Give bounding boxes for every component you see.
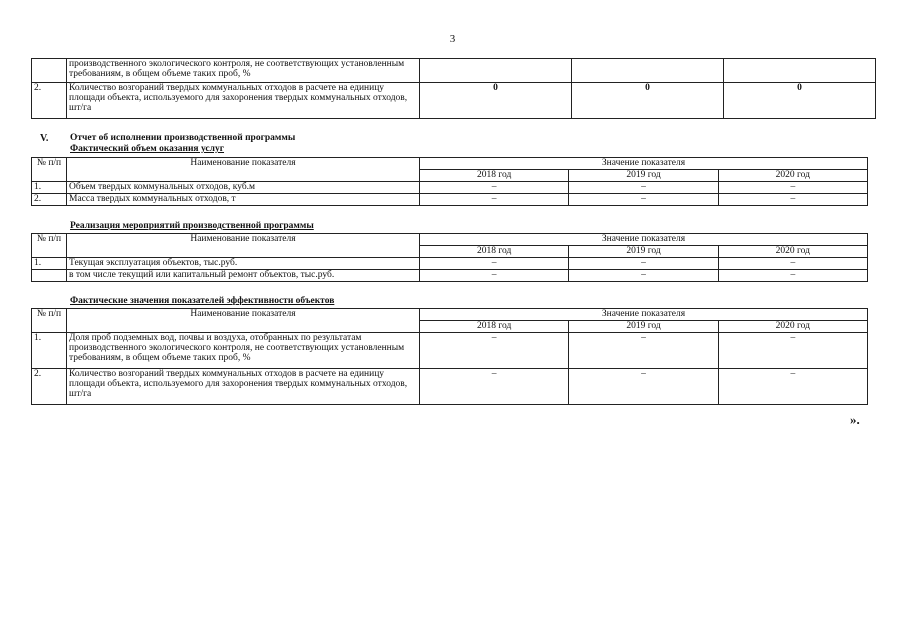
- value-2019: –: [569, 270, 718, 282]
- value-2020: –: [718, 369, 867, 405]
- header-year: 2019 год: [569, 170, 718, 182]
- indicator-name: Количество возгораний твердых коммунальных отходов в расчете на единицу площади объекта, используемого для захоронения твердых коммунальных отходов, шт/га: [67, 369, 420, 405]
- value-2020: –: [718, 194, 867, 206]
- row-number: [32, 59, 67, 83]
- value-2018: –: [420, 194, 569, 206]
- row-number: [32, 270, 67, 282]
- header-num: № п/п: [32, 309, 67, 333]
- value-2019: [572, 59, 724, 83]
- header-year: 2018 год: [420, 170, 569, 182]
- value-2019: 0: [572, 83, 724, 119]
- table-row: [32, 182, 868, 194]
- table-header-row: [32, 309, 868, 321]
- table-row: [32, 194, 868, 206]
- row-number: 2.: [32, 369, 67, 405]
- value-2018: 0: [420, 83, 572, 119]
- value-2018: [420, 59, 572, 83]
- header-value: Значение показателя: [420, 158, 868, 170]
- services-subtitle: Фактический объем оказания услуг: [70, 144, 225, 154]
- header-value: Значение показателя: [420, 309, 868, 321]
- indicator-name: производственного экологического контроля, не соответствующих установленным требованиям, в общем объеме таких проб, %: [67, 59, 420, 83]
- efficiency-table: [31, 308, 868, 405]
- table-row: [32, 369, 868, 405]
- measures-subtitle: Реализация мероприятий производственной программы: [70, 221, 314, 231]
- value-2020: –: [718, 333, 867, 369]
- row-number: 2.: [32, 194, 67, 206]
- value-2019: –: [569, 182, 718, 194]
- header-year: 2020 год: [718, 246, 867, 258]
- indicator-name: Количество возгораний твердых коммунальных отходов в расчете на единицу площади объекта, используемого для захоронения твердых коммунальных отходов, шт/га: [67, 83, 420, 119]
- services-table: [31, 157, 868, 206]
- header-year: 2018 год: [420, 246, 569, 258]
- page-number: 3: [449, 33, 456, 45]
- section-title: Отчет об исполнении производственной программы: [70, 133, 296, 143]
- header-name: Наименование показателя: [67, 158, 420, 182]
- header-num: № п/п: [32, 158, 67, 182]
- value-2020: –: [718, 182, 867, 194]
- continuation-table: [31, 58, 876, 119]
- header-year: 2019 год: [569, 246, 718, 258]
- value-2018: –: [420, 258, 569, 270]
- header-year: 2019 год: [569, 321, 718, 333]
- row-number: 2.: [32, 83, 67, 119]
- table-header-row: [32, 234, 868, 246]
- section-number: V.: [40, 133, 49, 144]
- value-2019: –: [569, 333, 718, 369]
- header-year: 2020 год: [718, 170, 867, 182]
- table-row: [32, 333, 868, 369]
- value-2020: [724, 59, 876, 83]
- row-number: 1.: [32, 182, 67, 194]
- row-number: 1.: [32, 333, 67, 369]
- row-number: 1.: [32, 258, 67, 270]
- value-2020: –: [718, 270, 867, 282]
- header-name: Наименование показателя: [67, 234, 420, 258]
- indicator-name: Доля проб подземных вод, почвы и воздуха, отобранных по результатам производственного экологического контроля, не соответствующих установленным требованиям, в общем объеме таких проб, %: [67, 333, 420, 369]
- header-num: № п/п: [32, 234, 67, 258]
- table-header-row: [32, 158, 868, 170]
- efficiency-subtitle: Фактические значения показателей эффективности объектов: [70, 296, 335, 306]
- value-2019: –: [569, 369, 718, 405]
- value-2018: –: [420, 333, 569, 369]
- table-row: [32, 59, 876, 83]
- value-2018: –: [420, 182, 569, 194]
- value-2019: –: [569, 194, 718, 206]
- indicator-name: Масса твердых коммунальных отходов, т: [67, 194, 420, 206]
- indicator-name: Текущая эксплуатация объектов, тыс.руб.: [67, 258, 420, 270]
- value-2020: 0: [724, 83, 876, 119]
- header-name: Наименование показателя: [67, 309, 420, 333]
- indicator-name: Объем твердых коммунальных отходов, куб.м: [67, 182, 420, 194]
- value-2019: –: [569, 258, 718, 270]
- indicator-name: в том числе текущий или капитальный ремонт объектов, тыс.руб.: [67, 270, 420, 282]
- header-year: 2018 год: [420, 321, 569, 333]
- value-2018: –: [420, 270, 569, 282]
- header-value: Значение показателя: [420, 234, 868, 246]
- table-row: [32, 258, 868, 270]
- measures-table: [31, 233, 868, 282]
- value-2020: –: [718, 258, 867, 270]
- value-2018: –: [420, 369, 569, 405]
- table-row: [32, 83, 876, 119]
- table-row: [32, 270, 868, 282]
- header-year: 2020 год: [718, 321, 867, 333]
- closing-quote: ».: [850, 412, 860, 427]
